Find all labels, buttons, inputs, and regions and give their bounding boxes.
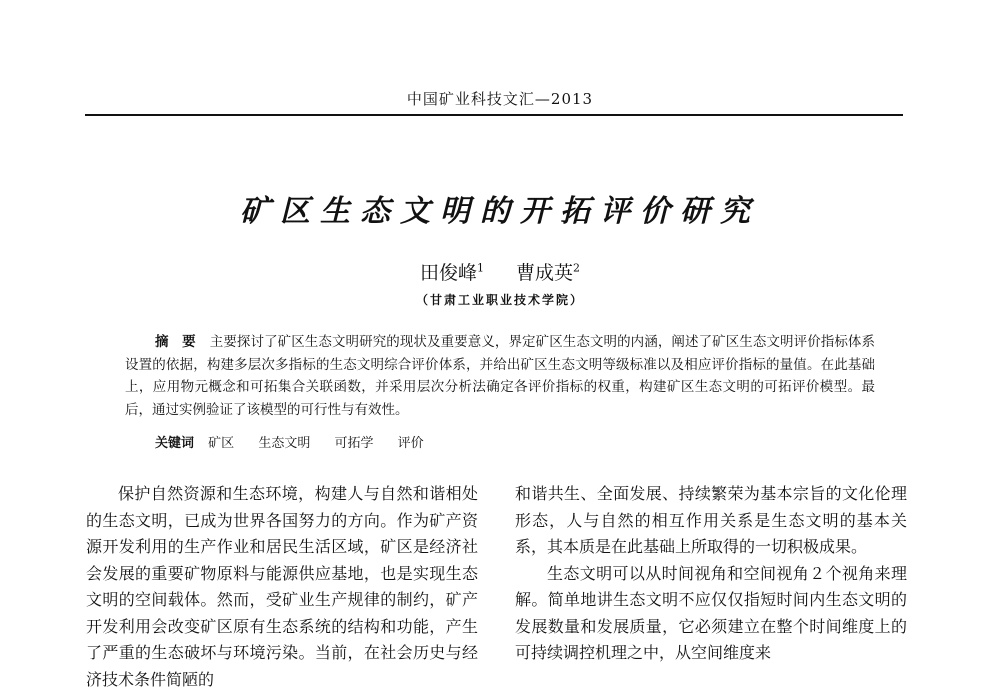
affiliation: （甘肃工业职业技术学院） [415, 293, 584, 307]
author-1-name: 田俊峰 [419, 262, 477, 284]
abstract-text: 主要探讨了矿区生态文明研究的现状及重要意义，界定矿区生态文明的内涵，阐述了矿区生态文明评价指标体系设置的依据，构建多层次多指标的生态文明综合评价体系，并给出矿区生态文明等级标准以及相应评价指标的量值。在此基础上，应用物元概念和可拓集合关联函数，并采用层次分析法确定各评价指标的权重，构建矿区生态文明的可拓评价模型。最后，通过实例验证了该模型的可行性与有效性。 [125, 334, 876, 418]
left-paragraph-1: 保护自然资源和生态环境，构建人与自然和谐相处的生态文明，已成为世界各国努力的方向。作为矿产资源开发利用的生产作业和居民生活区域，矿区是经济社会发展的重要矿物原料与能源供应基地，也是实现生态文明的空间载体。然而，受矿业生产规律的制约，矿产开发利用会改变矿区原有生态系统的结构和功能，产生了严重的生态破坏与环境污染。当前，在社会历史与经济技术条件简陋的 [86, 484, 478, 689]
keyword-1: 矿区 [208, 436, 235, 451]
body-right-column [515, 481, 907, 667]
abstract [125, 331, 875, 421]
header-rule [85, 114, 903, 116]
abstract-label: 摘 要 [155, 334, 196, 350]
author-1-sup: 1 [476, 261, 484, 275]
keyword-4: 评价 [397, 436, 424, 451]
keywords-label: 关键词 [155, 436, 195, 451]
authors [0, 258, 1000, 285]
right-paragraph-2: 生态文明可以从时间视角和空间视角２个视角来理解。简单地讲生态文明不应仅仅指短时间内生态文明的发展数量和发展质量，它必须建立在整个时间维度上的可持续调控机理之中，从空间维度来 [515, 563, 907, 662]
keywords [155, 432, 444, 451]
author-2 [516, 262, 580, 284]
keyword-2: 生态文明 [258, 436, 311, 451]
keyword-3: 可拓学 [334, 436, 374, 451]
author-2-name: 曹成英 [516, 262, 574, 284]
body-left-column [86, 481, 478, 693]
article-title: 矿区生态文明的开拓评价研究 [240, 194, 760, 229]
author-1 [420, 262, 484, 284]
author-2-sup: 2 [573, 261, 581, 275]
right-paragraph-1: 和谐共生、全面发展、持续繁荣为基本宗旨的文化伦理形态，人与自然的相互作用关系是生态文明的基本关系，其本质是在此基础上所取得的一切积极成果。 [515, 484, 907, 556]
running-header: 中国矿业科技文汇—2013 [406, 90, 594, 108]
